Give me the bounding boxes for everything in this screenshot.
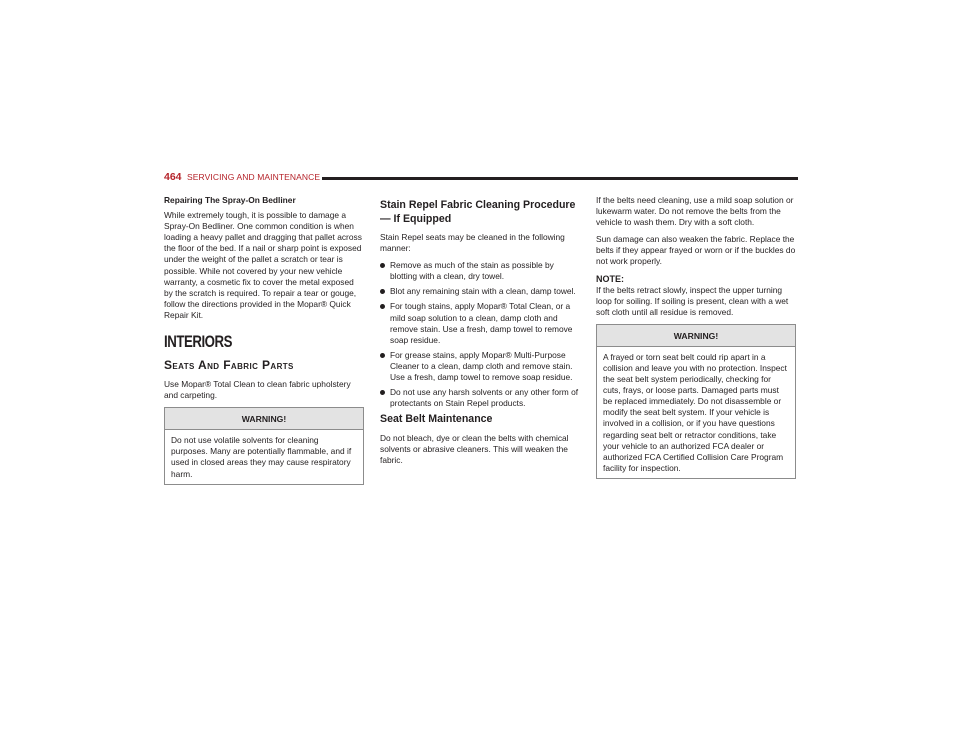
header-rule	[322, 177, 798, 180]
stain-repel-intro: Stain Repel seats may be cleaned in the following manner:	[380, 232, 565, 254]
column-right	[596, 195, 796, 479]
note-label: NOTE:	[596, 273, 624, 284]
list-item-text: Do not use any harsh solvents or any other form of protectants on Stain Repel products.	[390, 387, 579, 409]
stain-repel-heading: Stain Repel Fabric Cleaning Procedure — If Equipped	[380, 199, 576, 225]
list-item	[380, 260, 580, 282]
list-item	[380, 350, 580, 383]
list-item-text: For grease stains, apply Mopar® Multi-Purpose Cleaner to a clean, damp cloth and remove stain. Use a fresh, damp towel to remove soap residue.	[390, 349, 573, 383]
section-title: SERVICING AND MAINTENANCE	[187, 172, 321, 182]
seats-fabric-heading: Seats And Fabric Parts	[164, 358, 294, 373]
warning-box-seat-belt	[596, 324, 796, 479]
column-left	[164, 195, 364, 485]
warning-text: A frayed or torn seat belt could rip apart in a collision and leave you with no protection. Inspect the seat belt system periodically, checking for cuts, frays, or loose parts. Damaged parts must be replaced immediately. Do not disassemble or modify the seat belt system. If your vehicle is involved in a collision, or if you have questions regarding seat belt or retractor conditions, take your vehicle to an authorized FCA dealer or authorized FCA Certified Collision Care Program facility for inspection.	[603, 351, 787, 473]
interiors-heading: INTERIORS	[164, 332, 232, 352]
bullet-icon	[380, 353, 385, 358]
list-item-text: For tough stains, apply Mopar® Total Clean, or a mild soap solution to a clean, damp cloth and remove stain. Use a fresh, damp towel to remove soap residue.	[390, 301, 573, 345]
warning-title: WARNING!	[165, 408, 363, 430]
bullet-icon	[380, 289, 385, 294]
seat-belt-paragraph: Do not bleach, dye or clean the belts with chemical solvents or abrasive cleaners. This will weaken the fabric.	[380, 432, 569, 465]
stain-repel-steps	[380, 260, 580, 409]
column-middle	[380, 195, 580, 472]
warning-text: Do not use volatile solvents for cleaning purposes. Many are potentially flammable, and if used in closed areas they may cause respiratory harm.	[171, 435, 352, 479]
list-item	[380, 387, 580, 409]
sun-damage-paragraph: Sun damage can also weaken the fabric. Replace the belts if they appear frayed or worn or if the buckles do not work properly.	[596, 234, 796, 267]
spray-on-paragraph: While extremely tough, it is possible to damage a Spray-On Bedliner. One common condition is when loading a heavy pallet and dragging that pallet across the floor of the bed. If a nail or sharp point is exposed under the weight of the pallet a scratch or tear is possible. While not covered by your new vehicle warranty, a cosmetic fix to cover the metal exposed by the scratch is required. To repair a tear or gouge, follow the directions provided in the Mopar® Quick Repair Kit.	[164, 210, 362, 320]
list-item	[380, 301, 580, 345]
page-header	[164, 171, 798, 185]
note-text: If the belts retract slowly, inspect the upper turning loop for soiling. If soiling is present, clean with a wet soft cloth until all residue is removed.	[596, 284, 789, 317]
spray-on-heading: Repairing The Spray-On Bedliner	[164, 195, 296, 205]
list-item	[380, 286, 580, 297]
list-item-text: Remove as much of the stain as possible by blotting with a clean, dry towel.	[390, 260, 554, 282]
bullet-icon	[380, 304, 385, 309]
page-number: 464	[164, 171, 182, 183]
bullet-icon	[380, 390, 385, 395]
warning-title: WARNING!	[597, 325, 795, 347]
seat-belt-heading: Seat Belt Maintenance	[380, 413, 493, 426]
list-item-text: Blot any remaining stain with a clean, damp towel.	[390, 286, 576, 297]
bullet-icon	[380, 263, 385, 268]
warning-box-solvents	[164, 407, 364, 484]
belt-cleaning-paragraph: If the belts need cleaning, use a mild soap solution or lukewarm water. Do not remove the belts from the vehicle to wash them. Dry with a soft cloth.	[596, 195, 794, 228]
seats-fabric-paragraph: Use Mopar® Total Clean to clean fabric upholstery and carpeting.	[164, 379, 351, 401]
